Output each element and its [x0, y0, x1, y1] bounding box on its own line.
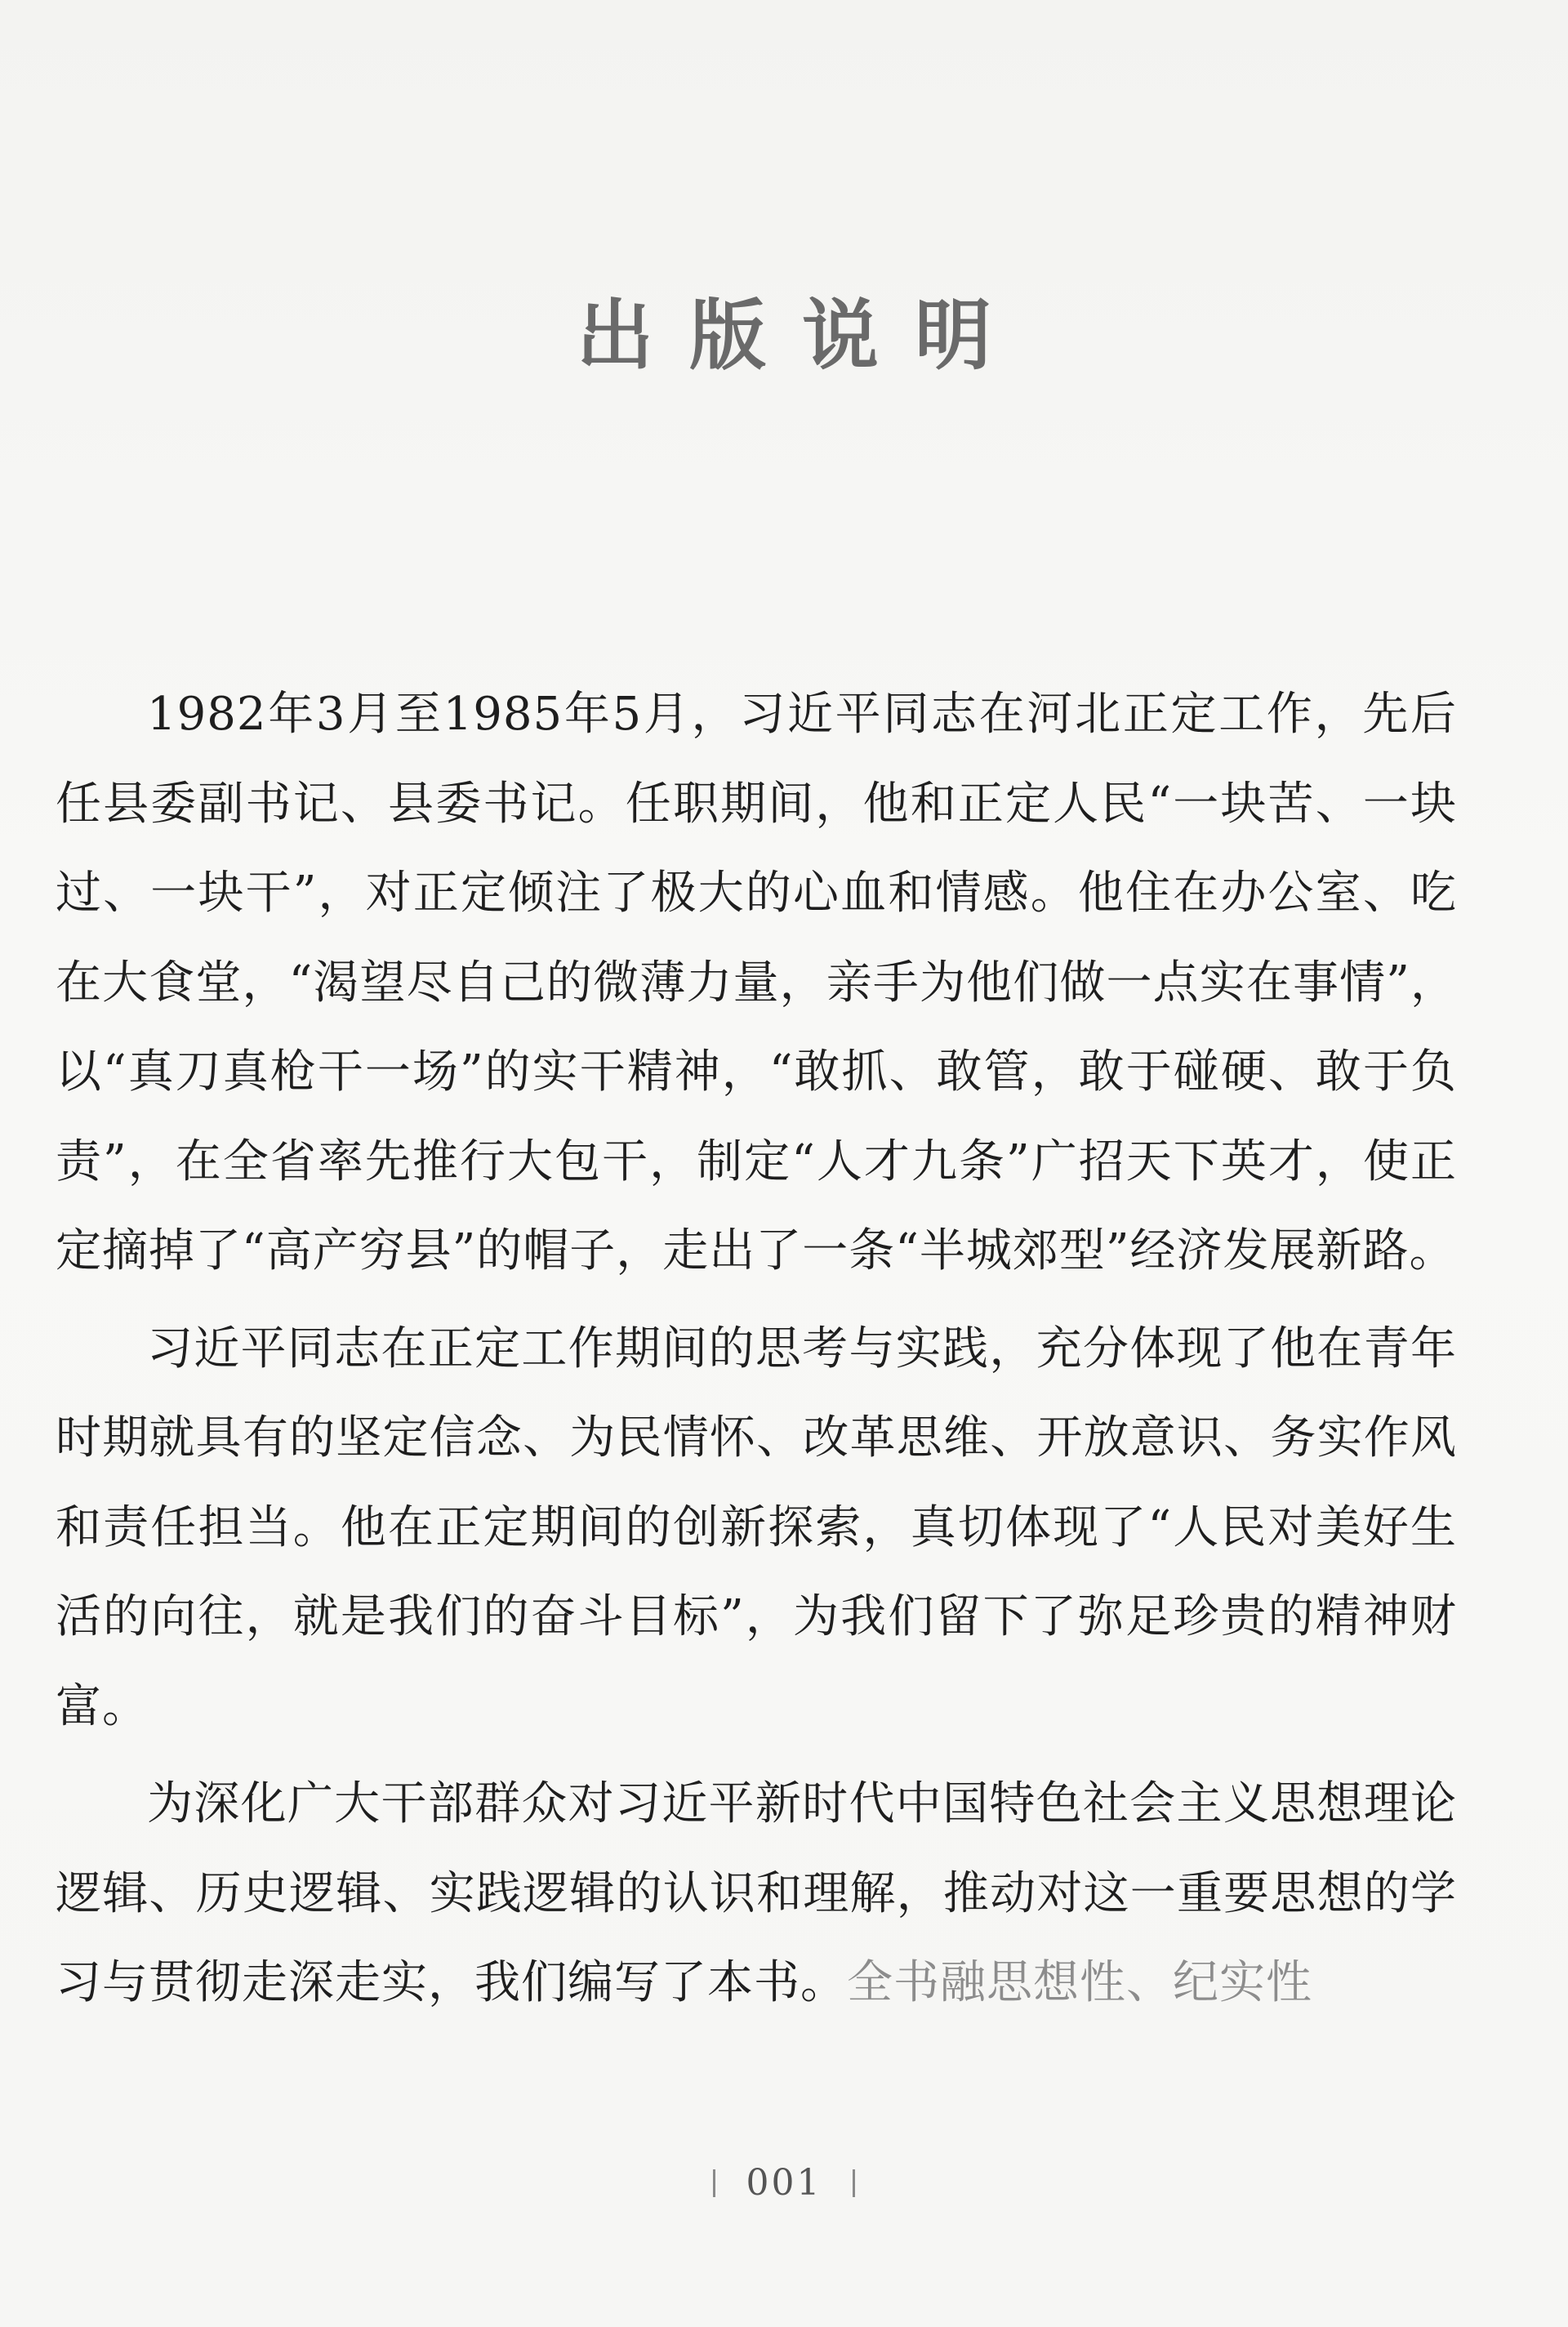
folio-right-bar [853, 2169, 855, 2197]
page-title: 出版说明 [576, 291, 1027, 381]
paragraph-2: 习近平同志在正定工作期间的思考与实践，充分体现了他在青年时期就具有的坚定信念、为民情怀、改革思维、开放意识、务实作风和责任担当。他在正定期间的创新探索，真切体现了“人民对美好生活的向往，就是我们的奋斗目标”，为我们留下了弥足珍贵的精神财富。 [56, 1322, 1457, 1733]
page-number-footer [0, 2156, 1568, 2208]
page-number: 001 [746, 2161, 822, 2204]
folio-left-bar [713, 2169, 715, 2197]
paragraph-3-main: 为深化广大干部群众对习近平新时代中国特色社会主义思想理论逻辑、历史逻辑、实践逻辑的认识和理解，推动对这一重要思想的学习与贯彻走深走实，我们编写了本书。 [56, 1777, 1457, 2009]
paragraph-1: 1982年3月至1985年5月，习近平同志在河北正定工作，先后任县委副书记、县委书记。任职期间，他和正定人民“一块苦、一块过、一块干”，对正定倾注了极大的心血和情感。他住在办公室、吃在大食堂，“渴望尽自己的微薄力量，亲手为他们做一点实在事情”，以“真刀真枪干一场”的实干精神，“敢抓、敢管，敢于碰硬、敢于负责”，在全省率先推行大包干，制定“人才九条”广招天下英才，使正定摘掉了“高产穷县”的帽子，走出了一条“半城郊型”经济发展新路。 [56, 688, 1457, 1277]
paragraph-3-faded-tail: 全书融思想性、纪实性 [847, 1956, 1312, 2009]
paragraph-3 [56, 1759, 1457, 2028]
body-text [56, 670, 1457, 2028]
